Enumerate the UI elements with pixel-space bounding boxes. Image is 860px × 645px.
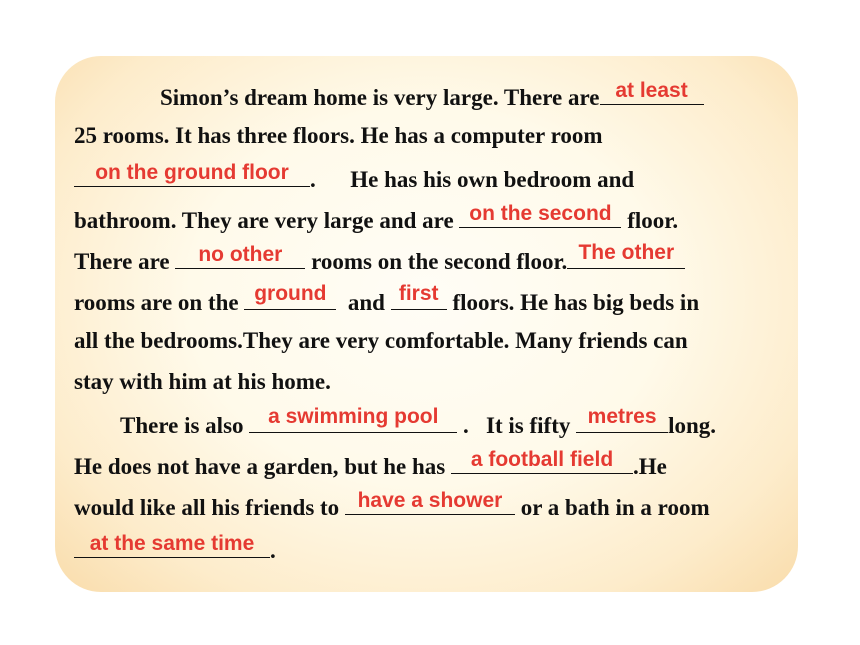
passage-line-1 — [160, 79, 704, 111]
answer-blank — [74, 532, 270, 558]
line-text: long. — [668, 413, 717, 438]
passage-line-5 — [74, 241, 685, 275]
line-text: There is also — [120, 413, 250, 438]
passage-line-3 — [74, 161, 635, 193]
line-text: . It is fifty — [457, 413, 577, 438]
line-text: all the bedrooms.They are very comfortable. Many friends can — [74, 328, 688, 353]
answer-have-a-shower: have a shower — [357, 489, 503, 512]
answer-blank — [567, 241, 685, 269]
answer-metres: metres — [587, 405, 657, 428]
answer-blank — [451, 448, 633, 474]
passage-line-10 — [74, 448, 667, 480]
answer-blank — [244, 282, 336, 310]
passage-line-6 — [74, 282, 700, 316]
answer-blank — [459, 202, 621, 228]
answer-blank — [576, 405, 668, 433]
answer-blank — [600, 79, 704, 105]
passage-line-8 — [74, 369, 331, 395]
line-text: rooms are on the — [74, 290, 245, 315]
passage-line-12 — [74, 532, 276, 564]
answer-blank — [249, 405, 457, 433]
answer-blank — [391, 282, 447, 310]
line-text: rooms on the second floor. — [305, 249, 568, 274]
line-text: .He — [632, 454, 667, 479]
passage-line-9 — [120, 405, 717, 439]
line-text: floors. He has big beds in — [446, 290, 700, 315]
answer-a-football-field: a football field — [470, 448, 614, 471]
answer-blank — [345, 489, 515, 515]
line-text: 25 rooms. It has three floors. He has a computer room — [74, 123, 603, 148]
answer-on-the-second: on the second — [469, 202, 612, 225]
passage-line-11 — [74, 489, 710, 521]
answer-no-other: no other — [198, 243, 283, 266]
line-text: . He has his own bedroom and — [310, 167, 635, 192]
answer-blank — [74, 161, 310, 187]
answer-blank — [175, 243, 305, 269]
line-text: or a bath in a room — [514, 495, 710, 520]
line-text: Simon’s dream home is very large. There are — [160, 85, 600, 110]
answer-at-least: at least — [615, 79, 688, 102]
answer-the-other: The other — [578, 241, 675, 264]
answer-first: first — [398, 282, 439, 305]
line-text: There are — [74, 249, 176, 274]
passage-line-4 — [74, 202, 679, 234]
line-text: bathroom. They are very large and are — [74, 208, 460, 233]
answer-ground: ground — [254, 282, 327, 305]
line-text: . — [270, 538, 276, 563]
passage-line-2 — [74, 123, 603, 149]
line-text: He does not have a garden, but he has — [74, 454, 451, 479]
answer-at-the-same-time: at the same time — [89, 532, 255, 555]
line-text: floor. — [621, 208, 679, 233]
line-text: and — [336, 290, 391, 315]
line-text: would like all his friends to — [74, 495, 345, 520]
answer-a-swimming-pool: a swimming pool — [268, 405, 439, 428]
answer-on-the-ground-floor: on the ground floor — [95, 161, 289, 184]
passage-line-7 — [74, 328, 688, 354]
line-text: stay with him at his home. — [74, 369, 331, 394]
